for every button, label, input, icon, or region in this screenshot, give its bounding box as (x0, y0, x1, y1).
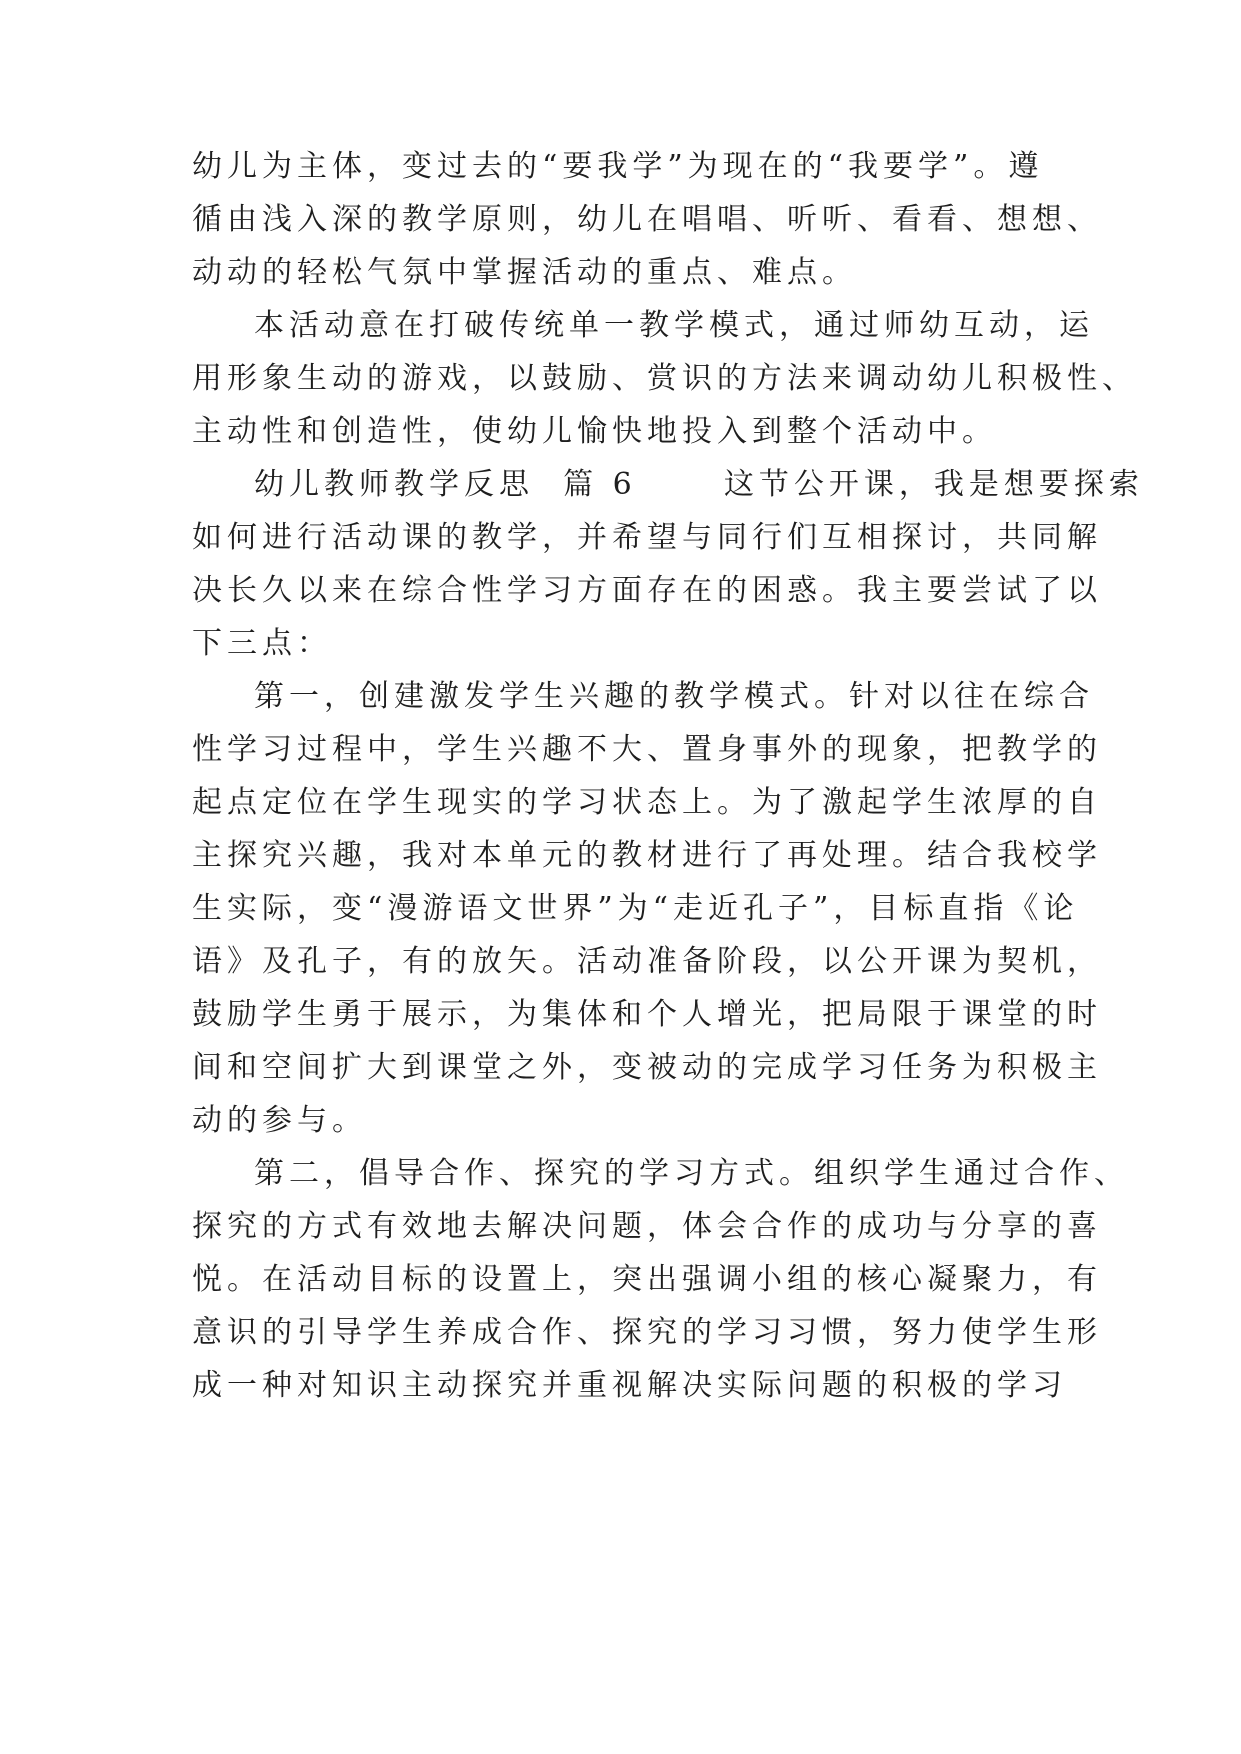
section-heading-line: 幼儿教师教学反思 篇 6 这节公开课，我是想要探索 (254, 467, 1144, 502)
text-line: 幼儿为主体，变过去的“要我学”为现在的“我要学”。遵 (192, 149, 1044, 184)
text-line: 语》及孔子，有的放矢。活动准备阶段，以公开课为契机， (192, 944, 1102, 979)
text-line: 决长久以来在综合性学习方面存在的困惑。我主要尝试了以 (192, 573, 1102, 608)
text-line: 成一种对知识主动探究并重视解决实际问题的积极的学习 (192, 1368, 1067, 1403)
text-line: 探究的方式有效地去解决问题，体会合作的成功与分享的喜 (192, 1209, 1102, 1244)
text-line: 间和空间扩大到课堂之外，变被动的完成学习任务为积极主 (192, 1050, 1102, 1085)
text-line: 悦。在活动目标的设置上，突出强调小组的核心凝聚力，有 (192, 1262, 1102, 1297)
text-line: 第一，创建激发学生兴趣的教学模式。针对以往在综合 (254, 679, 1094, 714)
text-line: 意识的引导学生养成合作、探究的学习习惯，努力使学生形 (192, 1315, 1102, 1350)
text-line: 如何进行活动课的教学，并希望与同行们互相探讨，共同解 (192, 520, 1102, 555)
text-line: 循由浅入深的教学原则，幼儿在唱唱、听听、看看、想想、 (192, 202, 1102, 237)
text-line: 本活动意在打破传统单一教学模式，通过师幼互动，运 (254, 308, 1094, 343)
text-line: 动的参与。 (192, 1103, 367, 1138)
text-line: 主动性和创造性，使幼儿愉快地投入到整个活动中。 (192, 414, 997, 449)
text-line: 下三点： (192, 626, 332, 661)
text-line: 动动的轻松气氛中掌握活动的重点、难点。 (192, 255, 857, 290)
text-line: 性学习过程中，学生兴趣不大、置身事外的现象，把教学的 (192, 732, 1102, 767)
text-line: 主探究兴趣，我对本单元的教材进行了再处理。结合我校学 (192, 838, 1102, 873)
text-line: 用形象生动的游戏，以鼓励、赏识的方法来调动幼儿积极性、 (192, 361, 1137, 396)
text-line: 起点定位在学生现实的学习状态上。为了激起学生浓厚的自 (192, 785, 1102, 820)
text-line: 鼓励学生勇于展示，为集体和个人增光，把局限于课堂的时 (192, 997, 1102, 1032)
text-line: 生实际，变“漫游语文世界”为“走近孔子”，目标直指《论 (192, 891, 1079, 926)
text-line: 第二，倡导合作、探究的学习方式。组织学生通过合作、 (254, 1156, 1129, 1191)
